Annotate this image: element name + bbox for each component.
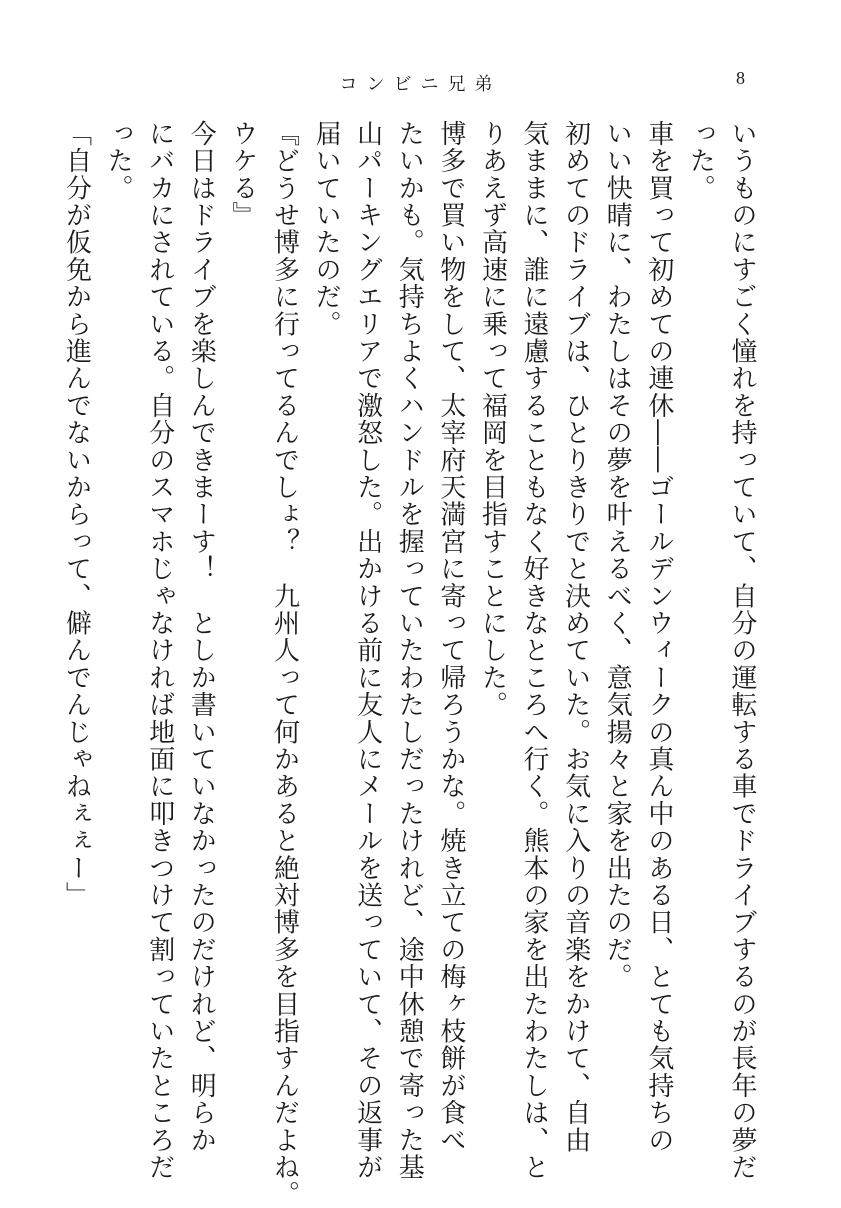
text-line: った。 xyxy=(103,120,134,202)
text-line: ウケる』 xyxy=(227,120,258,229)
text-line: にバカにされている。自分のスマホじゃなければ地面に叩きつけて割っていたところだ xyxy=(144,120,175,1181)
page-number: 8 xyxy=(736,68,745,88)
text-line: たいかも。気持ちよくハンドルを握っていたわたしだったけれど、途中休憩で寄った基 xyxy=(394,120,425,1181)
text-line: った。 xyxy=(685,120,716,202)
text-line: いうものにすごく憧れを持っていて、自分の運転する車でドライブするのが長年の夢だ xyxy=(727,120,757,1181)
running-title: コンビニ兄弟 xyxy=(339,74,502,95)
vertical-text-block xyxy=(61,120,762,1208)
text-line: 山パーキングエリアで激怒した。出かける前に友人にメールを送っていて、その返事が xyxy=(352,120,383,1181)
text-line: りあえず高速に乗って福岡を目指すことにした。 xyxy=(477,120,508,719)
text-line: 初めてのドライブは、ひとりきりでと決めていた。お気に入りの音楽をかけて、自由 xyxy=(560,120,591,1154)
text-line: いい快晴に、わたしはその夢を叶えるべく、意気揚々と家を出たのだ。 xyxy=(602,120,633,991)
text-line: 博多で買い物をして、太宰府天満宮に寄って帰ろうかな。焼き立ての梅ヶ枝餅が食べ xyxy=(435,120,466,1154)
body-text-area xyxy=(61,120,762,1208)
text-line: 車を買って初めての連休――ゴールデンウィークの真ん中のある日、とても気持ちの xyxy=(643,120,674,1154)
text-line: 『どうせ博多に行ってるんでしょ？ 九州人って何かあると絶対博多を目指すんだよね。 xyxy=(269,120,300,1208)
text-line: 届いていたのだ。 xyxy=(311,120,342,338)
text-line: 「自分が仮免から進んでないからって、僻んでんじゃねぇぇー」 xyxy=(61,120,92,909)
text-line: 今日はドライブを楽しんできまーす！ としか書いていなかったのだけれど、明らか xyxy=(186,120,217,1154)
text-line: 気ままに、誰に遠慮することもなく好きなところへ行く。熊本の家を出たわたしは、と xyxy=(519,120,550,1181)
